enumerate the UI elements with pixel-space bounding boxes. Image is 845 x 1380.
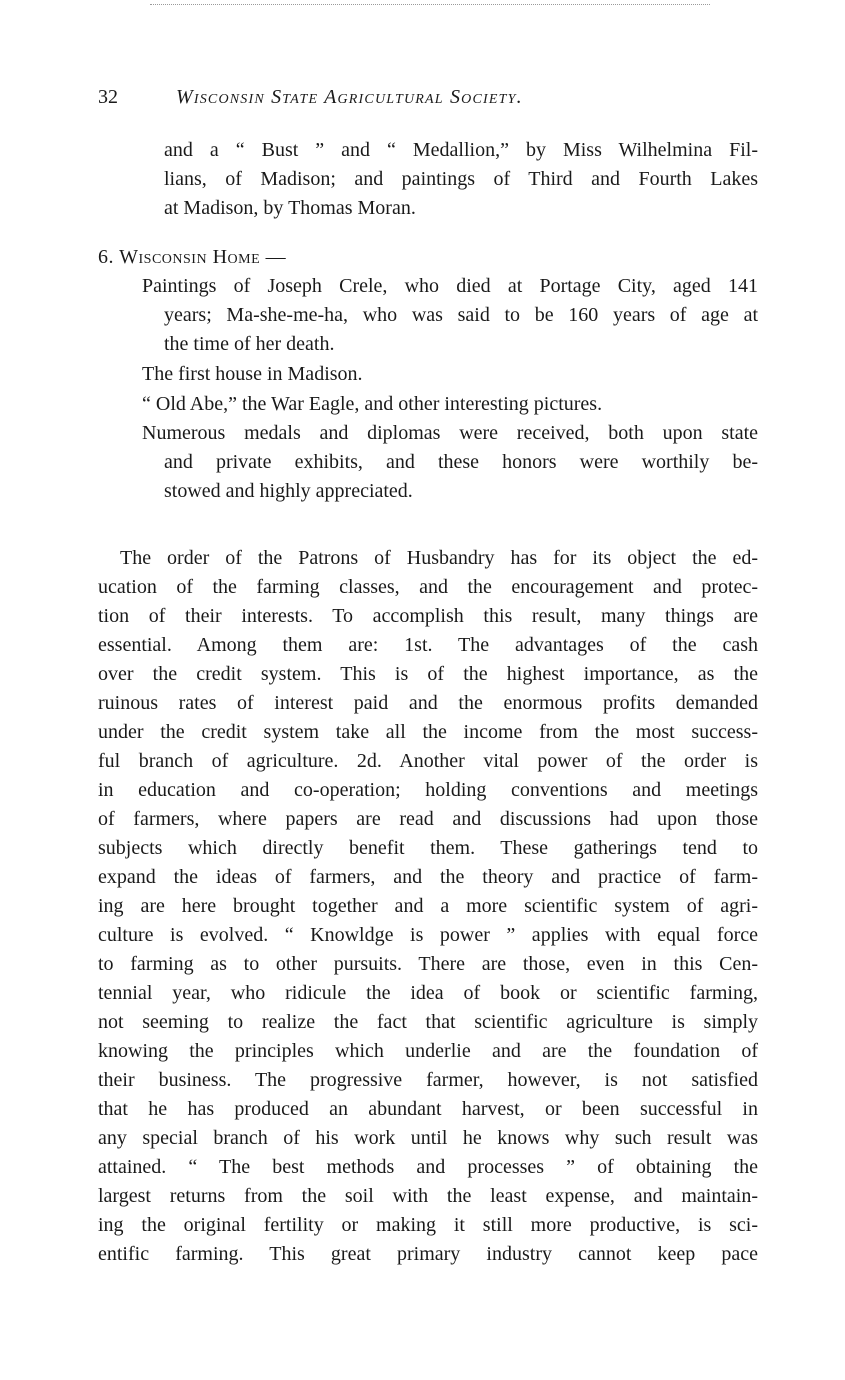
list-item-line: The first house in Madison. <box>142 363 363 385</box>
list-item-line: “ Old Abe,” the War Eagle, and other interesting pictures. <box>142 393 603 415</box>
paragraph-line: tion of their interests. To accomplish this result, many things are <box>98 605 758 627</box>
list-item-line: stowed and highly appreciated. <box>164 480 413 502</box>
paragraph-line: ing the original fertility or making it still more productive, is sci- <box>98 1214 758 1236</box>
paragraph-line: subjects which directly benefit them. These gatherings tend to <box>98 837 758 859</box>
paragraph-line: essential. Among them are: 1st. The advantages of the cash <box>98 634 758 656</box>
paragraph-line: attained. “ The best methods and processes ” of obtaining the <box>98 1156 758 1178</box>
paragraph-line: of farmers, where papers are read and discussions had upon those <box>98 808 758 830</box>
paragraph-line: expand the ideas of farmers, and the theory and practice of farm- <box>98 866 758 888</box>
continuation-line: lians, of Madison; and paintings of Third and Fourth Lakes <box>164 168 758 190</box>
paragraph-line: their business. The progressive farmer, however, is not satisfied <box>98 1069 758 1091</box>
list-item-line: the time of her death. <box>164 333 335 355</box>
paragraph-line: that he has produced an abundant harvest, or been successful in <box>98 1098 758 1120</box>
top-rule <box>150 4 710 5</box>
paragraph-line: under the credit system take all the income from the most success- <box>98 721 758 743</box>
paragraph-line: ruinous rates of interest paid and the enormous profits demanded <box>98 692 758 714</box>
paragraph-line: ing are here brought together and a more scientific system of agri- <box>98 895 758 917</box>
continuation-line: and a “ Bust ” and “ Medallion,” by Miss Wilhelmina Fil- <box>164 139 758 161</box>
paragraph-line: culture is evolved. “ Knowldge is power ” applies with equal force <box>98 924 758 946</box>
paragraph-line: ucation of the farming classes, and the encouragement and protec- <box>98 576 758 598</box>
paragraph-line: knowing the principles which underlie and are the foundation of <box>98 1040 758 1062</box>
paragraph-line: The order of the Patrons of Husbandry has for its object the ed- <box>120 547 758 569</box>
paragraph-line: largest returns from the soil with the least expense, and maintain- <box>98 1185 758 1207</box>
paragraph-line: to farming as to other pursuits. There are those, even in this Cen- <box>98 953 758 975</box>
list-item-line: and private exhibits, and these honors were worthily be- <box>164 451 758 473</box>
paragraph-line: tennial year, who ridicule the idea of book or scientific farming, <box>98 982 758 1004</box>
list-item-line: Numerous medals and diplomas were received, both upon state <box>142 422 758 444</box>
page-number: 32 <box>98 86 118 108</box>
list-item-line: years; Ma-she-me-ha, who was said to be 160 years of age at <box>164 304 758 326</box>
running-head: Wisconsin State Agricultural Society. <box>176 86 523 108</box>
section-heading: 6. Wisconsin Home — <box>98 246 287 268</box>
paragraph-line: ful branch of agriculture. 2d. Another vital power of the order is <box>98 750 758 772</box>
paragraph-line: over the credit system. This is of the highest importance, as the <box>98 663 758 685</box>
paragraph-line: any special branch of his work until he knows why such result was <box>98 1127 758 1149</box>
continuation-line: at Madison, by Thomas Moran. <box>164 197 416 219</box>
paragraph-line: in education and co-operation; holding conventions and meetings <box>98 779 758 801</box>
paragraph-line: not seeming to realize the fact that scientific agriculture is simply <box>98 1011 758 1033</box>
page-header <box>98 86 758 116</box>
list-item-line: Paintings of Joseph Crele, who died at Portage City, aged 141 <box>142 275 758 297</box>
paragraph-line: entific farming. This great primary industry cannot keep pace <box>98 1243 758 1265</box>
